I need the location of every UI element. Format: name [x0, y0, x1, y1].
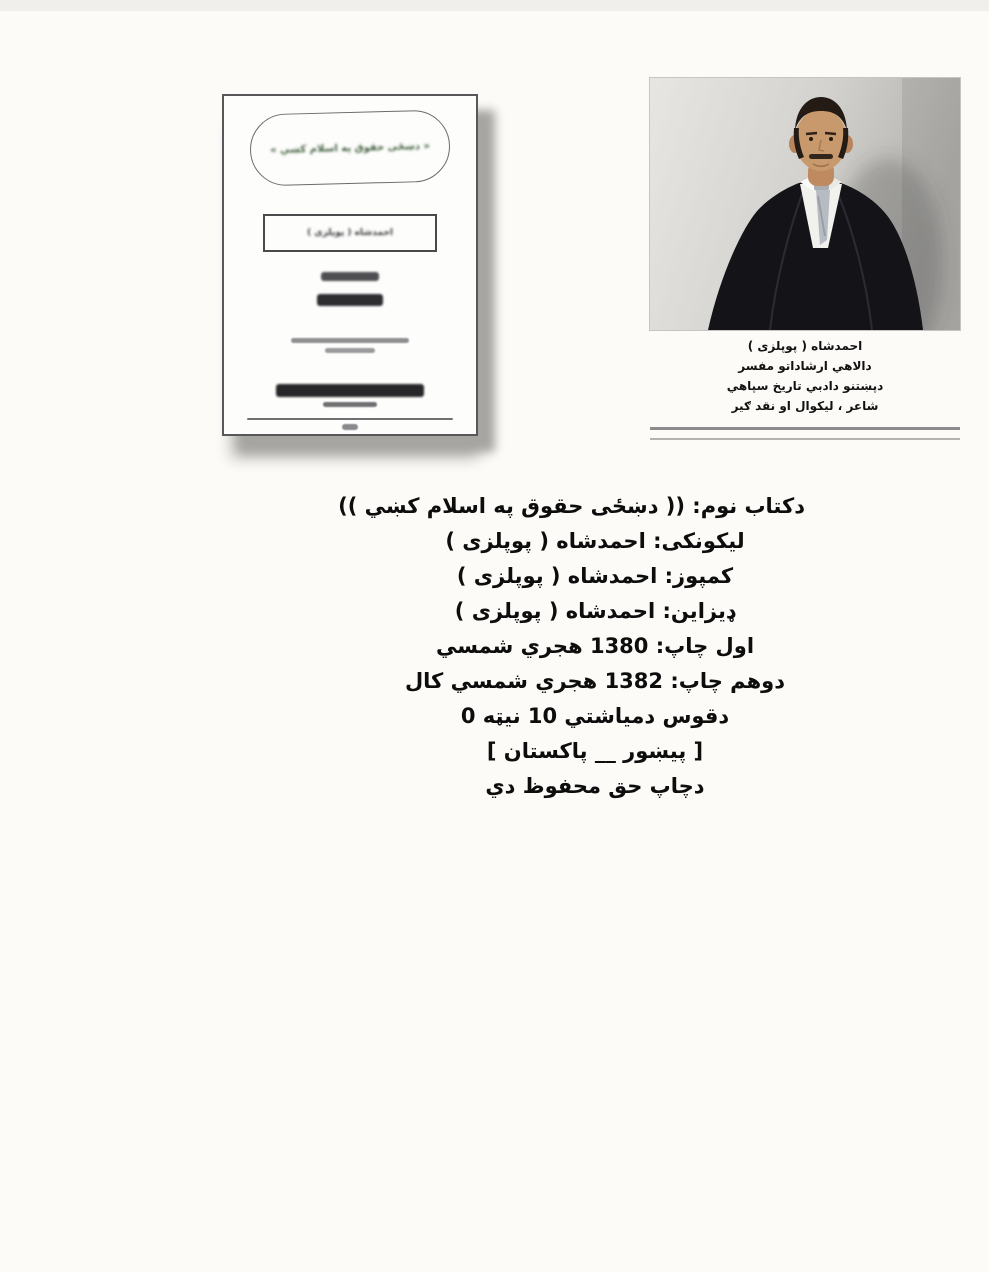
- first-print-line: اول چاپ: 1380 هجري شمسي: [435, 634, 755, 658]
- cover-page-mark: [342, 424, 358, 430]
- caption-line: دپښتنو دادبي تاريخ سپاهي: [726, 379, 884, 393]
- scan-artifact-band: [0, 0, 989, 11]
- cover-horizontal-rule: [247, 418, 453, 420]
- cover-blurred-line: [323, 402, 377, 407]
- author-line: ليکونکی: احمدشاه ( پوپلزی ): [445, 529, 745, 553]
- design-line: ډيزاين: احمدشاه ( پوپلزی ): [454, 599, 736, 623]
- author-portrait-photo: [650, 78, 960, 330]
- portrait-illustration: [650, 78, 960, 330]
- book-cover-scan: [200, 86, 500, 464]
- cover-blurred-line: [276, 384, 424, 397]
- caption-line: احمدشاه ( پوپلزی ): [747, 339, 863, 353]
- cover-blurred-line: [291, 338, 409, 343]
- caption-line: شاعر ، ليکوال او نقد ګير: [731, 399, 879, 413]
- caption-line: دالاهي ارشاداتو مفسر: [738, 359, 872, 373]
- cover-blurred-line: [321, 272, 379, 281]
- cover-blurred-line: [317, 294, 383, 306]
- second-print-line: دوهم چاپ: 1382 هجري شمسي کال: [404, 669, 786, 693]
- book-cover-thumbnail: [222, 94, 478, 436]
- caption-divider-rule: [650, 427, 960, 440]
- place-line: [ پيښور __ پاکستان ]: [486, 739, 704, 763]
- cover-title-blurred-text: « دښځی حقوق په اسلام کښي »: [269, 140, 431, 156]
- print-date-line: دقوس دمياشتي 10 نيټه 0: [460, 704, 730, 728]
- copyright-line: دچاپ حق محفوظ دي: [485, 774, 705, 798]
- cover-author-box: [263, 214, 437, 252]
- cover-title-oval: [249, 109, 451, 186]
- photo-caption: [650, 336, 960, 416]
- book-info-block: [338, 489, 805, 804]
- compose-line: کمپوز: احمدشاه ( پوپلزی ): [456, 564, 734, 588]
- cover-author-blurred-text: احمدشاه ( پوپلزی ): [307, 228, 393, 238]
- book-title-line: دکتاب نوم: (( دښځی حقوق په اسلام کښي )): [338, 494, 805, 518]
- cover-blurred-line: [325, 348, 375, 353]
